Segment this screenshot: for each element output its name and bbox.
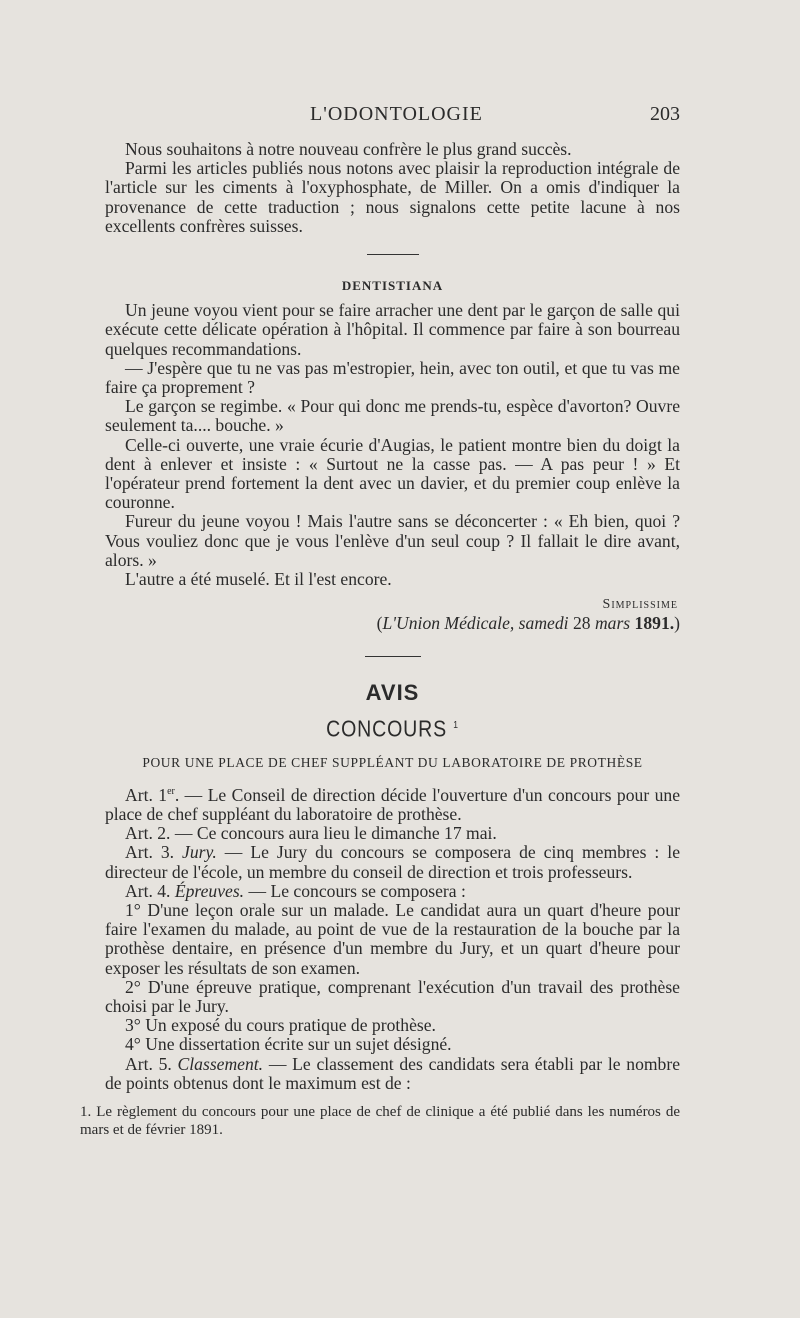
running-title: L'ODONTOLOGIE xyxy=(310,103,483,125)
section-divider xyxy=(367,254,419,255)
avis-articles xyxy=(105,782,680,1093)
article-5 xyxy=(105,1055,680,1093)
article-3-text: — Le Jury du concours se composera de cinq membres : le directeur de l'école, un membre du conseil de direction et trois professeurs. xyxy=(105,842,681,882)
epreuve-item: 1° D'une leçon orale sur un malade. Le candidat aura un quart d'heure pour faire l'examen du malade, au point de vue de la restauration de la bouche par la prothèse dentaire, en présence d'un membre du Jury, et un quart d'heure pour exposer les résultats de son examen. xyxy=(105,900,680,978)
source-month: mars xyxy=(594,613,631,634)
section-divider xyxy=(365,656,421,657)
source-citation xyxy=(105,614,680,633)
concours-title-text: CONCOURS xyxy=(326,715,447,742)
dentistiana-text xyxy=(105,301,680,589)
intro-paragraph: Parmi les articles publiés nous notons avec plaisir la reproduction intégrale de l'article sur les ciments à l'oxyphosphate, de Miller. On a omis d'indiquer la provenance de cette traduction ; nous signalons cette petite lacune à nos excellents confrères suisses. xyxy=(105,158,680,236)
source-year: 1891. xyxy=(634,613,675,634)
page-number: 203 xyxy=(650,103,680,125)
epreuve-item: 2° D'une épreuve pratique, comprenant l'exécution d'un travail des prothèse choisi par le Jury. xyxy=(105,976,680,1017)
epreuve-item: 3° Un exposé du cours pratique de prothèse. xyxy=(125,1015,436,1036)
article-3 xyxy=(105,843,680,881)
article-5-label: Classement. xyxy=(177,1053,264,1074)
concours-title xyxy=(148,715,637,742)
dentistiana-paragraph: Celle-ci ouverte, une vraie écurie d'Augias, le patient montre bien du doigt la dent à enlever et insiste : « Surtout ne la casse pas. — A pas peur ! » Et l'opérateur prend fortement la dent avec un davier, et du premier coup enlève la couronne. xyxy=(105,434,680,513)
intro-paragraph: Nous souhaitons à notre nouveau confrère le plus grand succès. xyxy=(125,139,572,159)
section-title-dentistiana: DENTISTIANA xyxy=(341,278,444,294)
article-4-text: — Le concours se composera : xyxy=(248,880,466,901)
article-4 xyxy=(105,882,680,901)
footnote xyxy=(80,1103,680,1139)
article-3-number: Art. 3. xyxy=(125,842,175,863)
article-1 xyxy=(105,782,680,824)
article-4-label: Épreuves. xyxy=(174,880,245,901)
article-5-text: — Le classement des candidats sera établi par le nombre de points obtenus dont le maximum est de : xyxy=(105,1053,681,1093)
avis-title: AVIS xyxy=(365,679,420,705)
source-journal: L'Union Médicale, samedi xyxy=(382,613,569,634)
source-paren-open: ( xyxy=(376,613,383,634)
dentistiana-paragraph: Un jeune voyou vient pour se faire arracher une dent par le garçon de salle qui exécute cette délicate opération à l'hôpital. Il commence par faire à son bourreau quelques recommandations. xyxy=(105,300,680,359)
epreuve-item: 4° Une dissertation écrite sur un sujet désigné. xyxy=(125,1034,452,1055)
page-body xyxy=(105,140,680,1093)
article-1-text: . — Le Conseil de direction décide l'ouverture d'un concours pour une place de chef suppléant du laboratoire de prothèse. xyxy=(105,784,681,824)
concours-subtitle: POUR UNE PLACE DE CHEF SUPPLÉANT DU LABORATOIRE DE PROTHÈSE xyxy=(142,754,643,770)
source-paren-close: ) xyxy=(674,613,680,634)
article-4-number: Art. 4. xyxy=(125,880,171,901)
signature xyxy=(105,593,680,614)
dentistiana-paragraph: L'autre a été muselé. Et il l'est encore. xyxy=(125,569,392,590)
footnote-reference: 1 xyxy=(453,719,459,731)
article-5-number: Art. 5. xyxy=(125,1053,172,1074)
page-header xyxy=(105,103,680,127)
signature-name: Simplissime xyxy=(602,597,678,613)
footnote-text: Le règlement du concours pour une place de chef de clinique a été publié dans les numéros de mars et de février 1891. xyxy=(80,1104,680,1138)
footnote-marker: 1. xyxy=(80,1104,92,1120)
dentistiana-paragraph: — J'espère que tu ne vas pas m'estropier, hein, avec ton outil, et que tu vas me faire ça proprement ? xyxy=(105,357,680,398)
article-1-sup: er xyxy=(167,785,175,797)
article-1-number: Art. 1 xyxy=(125,784,168,805)
dentistiana-paragraph: Le garçon se regimbe. « Pour qui donc me prends-tu, espèce d'avorton? Ouvre seulement ta.... bouche. » xyxy=(105,396,680,436)
article-3-label: Jury. xyxy=(182,842,217,863)
article-2: Art. 2. — Ce concours aura lieu le dimanche 17 mai. xyxy=(125,823,497,844)
source-day: 28 xyxy=(572,613,591,634)
dentistiana-paragraph: Fureur du jeune voyou ! Mais l'autre sans se déconcerter : « Eh bien, quoi ? Vous vouliez donc que je vous l'enlève d'un seul coup ? Il fallait le dire avant, alors. » xyxy=(105,511,680,570)
